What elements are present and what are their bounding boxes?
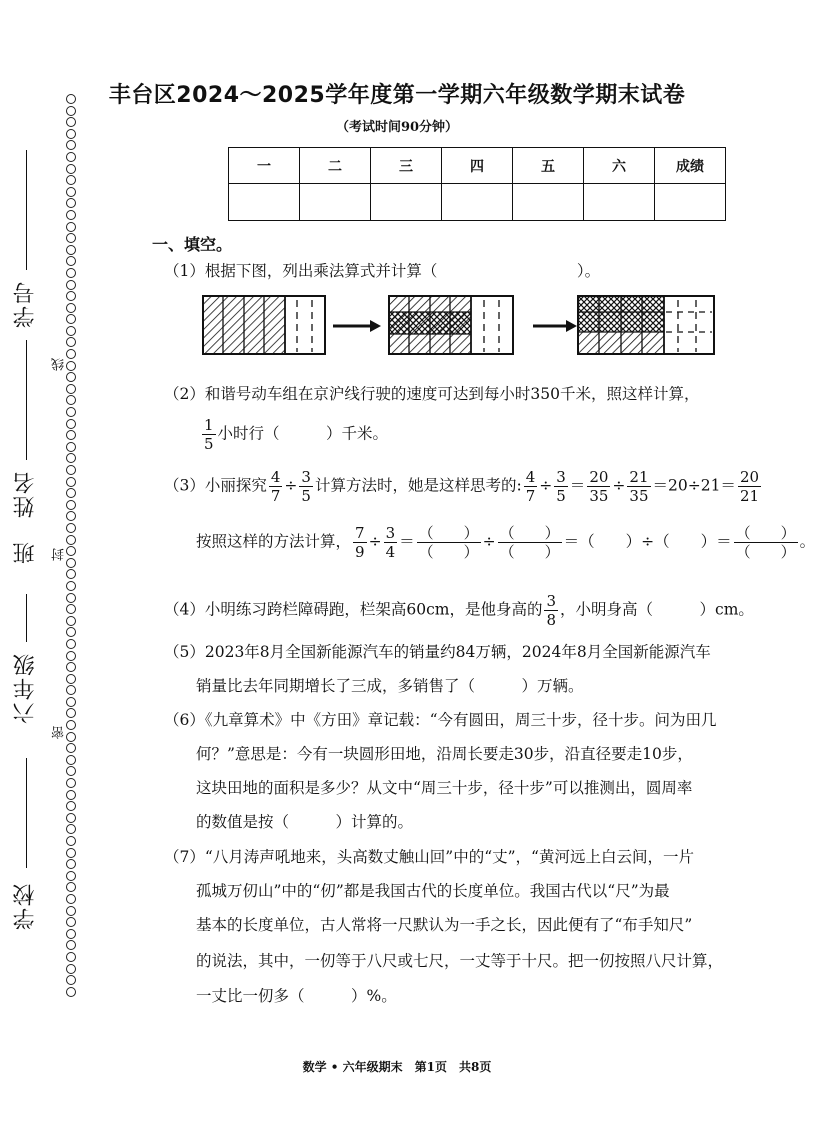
- question-6-line-4: 的数值是按（ ）计算的。: [196, 813, 414, 831]
- binding-word-line: 线: [52, 358, 67, 371]
- binding-hole: [66, 372, 76, 382]
- question-6-line-1: （6）《九章算术》中《方田》章记载：“今有圆田，周三十步，径十步。问为田几: [164, 711, 717, 729]
- section-1-heading: 一、填空。: [152, 235, 233, 254]
- score-header-5: 五: [513, 148, 584, 184]
- question-4: （4）小明练习跨栏障碍跑，栏架高60cm，是他身高的 $\frac{3}{8}$ ，小明身高（ ）cm。: [164, 592, 754, 629]
- binding-hole: [66, 164, 76, 174]
- binding-hole: [66, 222, 76, 232]
- score-cell-6[interactable]: [584, 184, 655, 221]
- score-cell-5[interactable]: [513, 184, 584, 221]
- binding-hole: [66, 778, 76, 788]
- class-label: 班: [13, 540, 38, 564]
- score-cell-total[interactable]: [655, 184, 726, 221]
- binding-hole: [66, 662, 76, 672]
- exam-title: 丰台区2024～2025学年度第一学期六年级数学期末试卷: [108, 83, 686, 108]
- binding-hole: [66, 616, 76, 626]
- binding-hole: [66, 651, 76, 661]
- binding-hole: [66, 940, 76, 950]
- school-underline[interactable]: [26, 758, 27, 868]
- class-underline[interactable]: [26, 594, 27, 642]
- exam-duration: （考试时间90分钟）: [335, 120, 459, 135]
- question-1: （1）根据下图，列出乘法算式并计算（ ）。: [164, 262, 601, 280]
- binding-hole: [66, 488, 76, 498]
- grade-label: 六年级: [13, 652, 38, 724]
- binding-hole: [66, 523, 76, 533]
- fraction-area-figure: [200, 290, 720, 360]
- question-3-line-2: 按照这样的方法计算， $\frac{7}{9}$ ÷ $\frac{3}{4}$ ＝ $\frac{( )}{( )}$ ÷ $\frac{( )}{( )}$ ＝（ ）÷（ ）＝ $\frac{( )}{( )}$ 。: [196, 524, 815, 561]
- score-header-1: 一: [229, 148, 300, 184]
- binding-hole: [66, 535, 76, 545]
- binding-hole: [66, 442, 76, 452]
- binding-hole: [66, 407, 76, 417]
- score-header-6: 六: [584, 148, 655, 184]
- binding-hole: [66, 859, 76, 869]
- arrow-icon: [333, 320, 381, 332]
- binding-hole: [66, 384, 76, 394]
- answer-blank[interactable]: $\frac{( )}{( )}$: [499, 524, 560, 561]
- binding-hole: [66, 987, 76, 997]
- question-7-line-4: 的说法，其中，一仞等于八尺或七尺，一丈等于十尺。把一仞按照八尺计算，: [196, 952, 724, 970]
- binding-hole: [66, 708, 76, 718]
- binding-hole: [66, 697, 76, 707]
- binding-hole: [66, 140, 76, 150]
- binding-hole: [66, 871, 76, 881]
- question-5-line-2: 销量比去年同期增长了三成，多销售了（ ）万辆。: [196, 677, 584, 695]
- binding-hole: [66, 291, 76, 301]
- score-header-2: 二: [300, 148, 371, 184]
- score-header-total: 成绩: [655, 148, 726, 184]
- binding-hole: [66, 233, 76, 243]
- binding-hole: [66, 187, 76, 197]
- binding-hole: [66, 639, 76, 649]
- binding-hole: [66, 395, 76, 405]
- binding-hole: [66, 268, 76, 278]
- binding-hole: [66, 952, 76, 962]
- binding-hole: [66, 500, 76, 510]
- question-7-line-5: 一丈比一仞多（ ）%。: [196, 987, 397, 1005]
- school-label: 学校: [13, 882, 38, 930]
- binding-hole: [66, 964, 76, 974]
- binding-hole: [66, 326, 76, 336]
- binding-hole: [66, 152, 76, 162]
- question-3-line-1: （3）小丽探究 $\frac{4}{7}$ ÷ $\frac{3}{5}$ 计算方法时，她是这样思考的: $\frac{4}{7}$ ÷ $\frac{3}{5}$ ＝ $\frac{20}{35}$ ÷ $\frac{21}{35}$ ＝20÷21＝ $\frac{20}{21}$: [164, 468, 760, 505]
- figure-box-3: [578, 296, 714, 354]
- binding-hole: [66, 743, 76, 753]
- binding-hole: [66, 906, 76, 916]
- student-id-label: 学号: [13, 280, 38, 328]
- question-2-line-1: （2）和谐号动车组在京沪线行驶的速度可达到每小时350千米，照这样计算，: [164, 385, 700, 403]
- name-label: 姓名: [13, 470, 38, 518]
- binding-hole: [66, 801, 76, 811]
- binding-hole: [66, 766, 76, 776]
- student-id-underline[interactable]: [26, 150, 27, 270]
- binding-hole: [66, 256, 76, 266]
- binding-hole: [66, 917, 76, 927]
- page-footer: 数学 • 六年级期末 第1页 共8页: [302, 1060, 492, 1074]
- binding-hole: [66, 245, 76, 255]
- binding-hole: [66, 175, 76, 185]
- question-6-line-2: 何？”意思是：今有一块圆形田地，沿周长要走30步，沿直径要走10步，: [196, 745, 693, 763]
- binding-hole: [66, 581, 76, 591]
- answer-blank[interactable]: $\frac{( )}{( )}$: [418, 524, 479, 561]
- binding-hole: [66, 210, 76, 220]
- binding-hole: [66, 894, 76, 904]
- figure-box-2: [389, 296, 513, 354]
- question-6-line-3: 这块田地的面积是多少？从文中“周三十步，径十步”可以推测出，圆周率: [196, 779, 693, 797]
- figure-box-1: [203, 296, 325, 354]
- question-7-line-2: 孤城万仞山”中的“仞”都是我国古代的长度单位。我国古代以“尺”为最: [196, 882, 670, 900]
- answer-blank[interactable]: $\frac{( )}{( )}$: [735, 524, 796, 561]
- binding-hole: [66, 198, 76, 208]
- score-table: [228, 147, 726, 221]
- score-cell-2[interactable]: [300, 184, 371, 221]
- binding-hole: [66, 453, 76, 463]
- binding-hole: [66, 790, 76, 800]
- binding-hole: [66, 511, 76, 521]
- binding-hole: [66, 477, 76, 487]
- binding-hole: [66, 569, 76, 579]
- binding-hole: [66, 419, 76, 429]
- binding-hole: [66, 430, 76, 440]
- binding-hole: [66, 685, 76, 695]
- binding-hole: [66, 604, 76, 614]
- binding-hole: [66, 627, 76, 637]
- binding-hole: [66, 824, 76, 834]
- binding-hole: [66, 836, 76, 846]
- score-header-3: 三: [371, 148, 442, 184]
- name-underline[interactable]: [26, 340, 27, 460]
- binding-hole: [66, 755, 76, 765]
- arrow-icon: [533, 320, 577, 332]
- binding-margin: [0, 0, 150, 1124]
- score-cell-1[interactable]: [229, 184, 300, 221]
- binding-hole: [66, 929, 76, 939]
- binding-hole: [66, 314, 76, 324]
- binding-word-secret: 密: [52, 726, 67, 739]
- binding-hole-column: [66, 94, 88, 998]
- binding-hole: [66, 337, 76, 347]
- binding-hole: [66, 882, 76, 892]
- binding-hole: [66, 280, 76, 290]
- question-7-line-1: （7）“八月涛声吼地来，头高数丈触山回”中的“丈”，“黄河远上白云间，一片: [164, 848, 694, 866]
- binding-hole: [66, 303, 76, 313]
- score-header-4: 四: [442, 148, 513, 184]
- score-cell-4[interactable]: [442, 184, 513, 221]
- fraction-one-fifth: $\frac{1}{5}$: [204, 416, 214, 453]
- binding-hole: [66, 674, 76, 684]
- binding-hole: [66, 975, 76, 985]
- binding-hole: [66, 848, 76, 858]
- binding-word-seal: 封: [52, 548, 67, 561]
- question-5-line-1: （5）2023年8月全国新能源汽车的销量约84万辆，2024年8月全国新能源汽车: [164, 643, 711, 661]
- binding-hole: [66, 813, 76, 823]
- binding-hole: [66, 593, 76, 603]
- question-2-line-2: $\frac{1}{5}$ 小时行（ ）千米。: [204, 416, 389, 453]
- score-cell-3[interactable]: [371, 184, 442, 221]
- binding-hole: [66, 465, 76, 475]
- question-7-line-3: 基本的长度单位，古人常将一尺默认为一手之长，因此便有了“布手知尺”: [196, 916, 693, 934]
